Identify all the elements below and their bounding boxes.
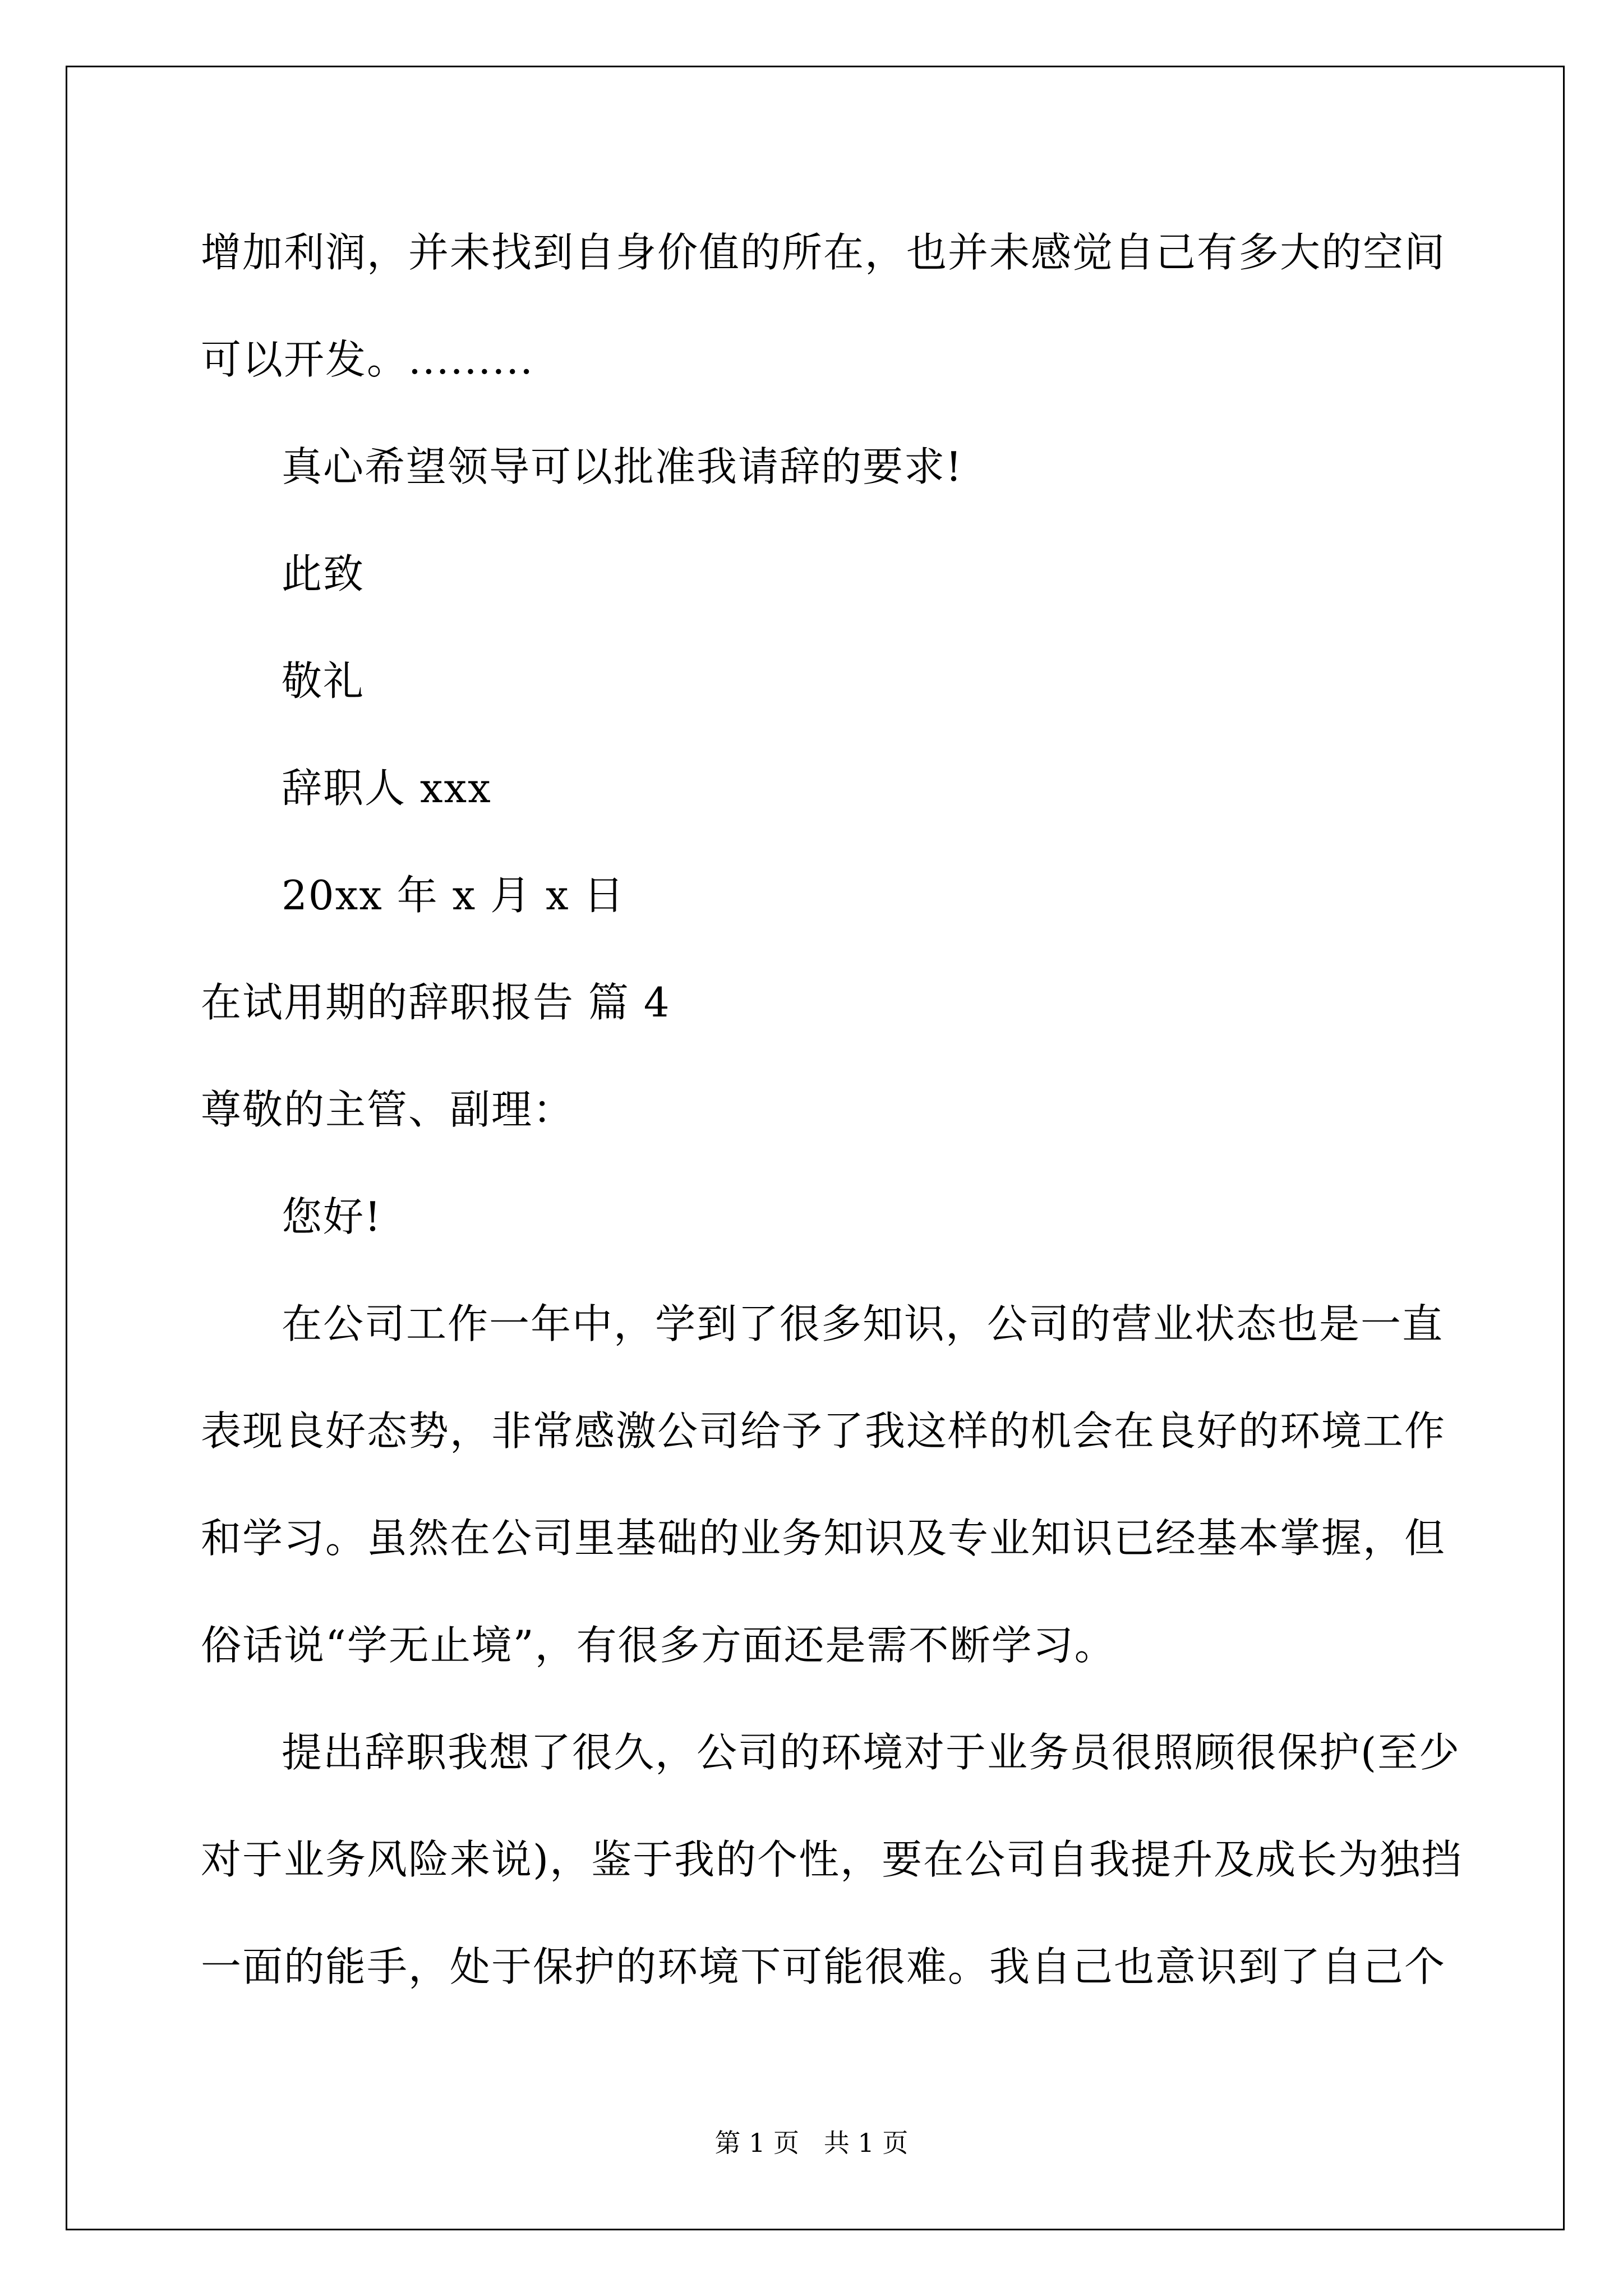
body-text-line: 提出辞职我想了很久，公司的环境对于业务员很照顾很保护(至少 bbox=[282, 1729, 1461, 1776]
body-text-line: 在公司工作一年中，学到了很多知识，公司的营业状态也是一直 bbox=[282, 1300, 1444, 1347]
greeting-line: 尊敬的主管、副理： bbox=[201, 1086, 575, 1133]
body-text-line: 表现良好态势，非常感激公司给予了我这样的机会在良好的环境工作 bbox=[201, 1407, 1446, 1455]
body-text-line: 增加利润，并未找到自身价值的所在，也并未感觉自己有多大的空间 bbox=[201, 229, 1446, 276]
body-text-line: 一面的能手，处于保护的环境下可能很难。我自己也意识到了自己个 bbox=[201, 1943, 1446, 1990]
body-text-line: 可以开发。......... bbox=[201, 336, 534, 383]
body-text-line: 真心希望领导可以批准我请辞的要求! bbox=[282, 443, 963, 490]
date-line: 20xx 年 x 月 x 日 bbox=[282, 872, 625, 919]
body-text-line: 和学习。虽然在公司里基础的业务知识及专业知识已经基本掌握，但 bbox=[201, 1515, 1446, 1562]
body-text-line: 俗话说“学无止境”，有很多方面还是需不断学习。 bbox=[201, 1622, 1116, 1669]
signature-line: 辞职人 xxx bbox=[282, 765, 492, 812]
greeting-line: 您好! bbox=[282, 1193, 382, 1240]
page-footer: 第 1 页 共 1 页 bbox=[714, 2128, 909, 2158]
section-heading: 在试用期的辞职报告 篇 4 bbox=[201, 979, 671, 1026]
closing-regards: 敬礼 bbox=[282, 657, 365, 705]
body-text-line: 对于业务风险来说)，鉴于我的个性，要在公司自我提升及成长为独挡 bbox=[201, 1836, 1463, 1883]
closing-salutation: 此致 bbox=[282, 550, 365, 597]
page-frame bbox=[66, 66, 1565, 2230]
